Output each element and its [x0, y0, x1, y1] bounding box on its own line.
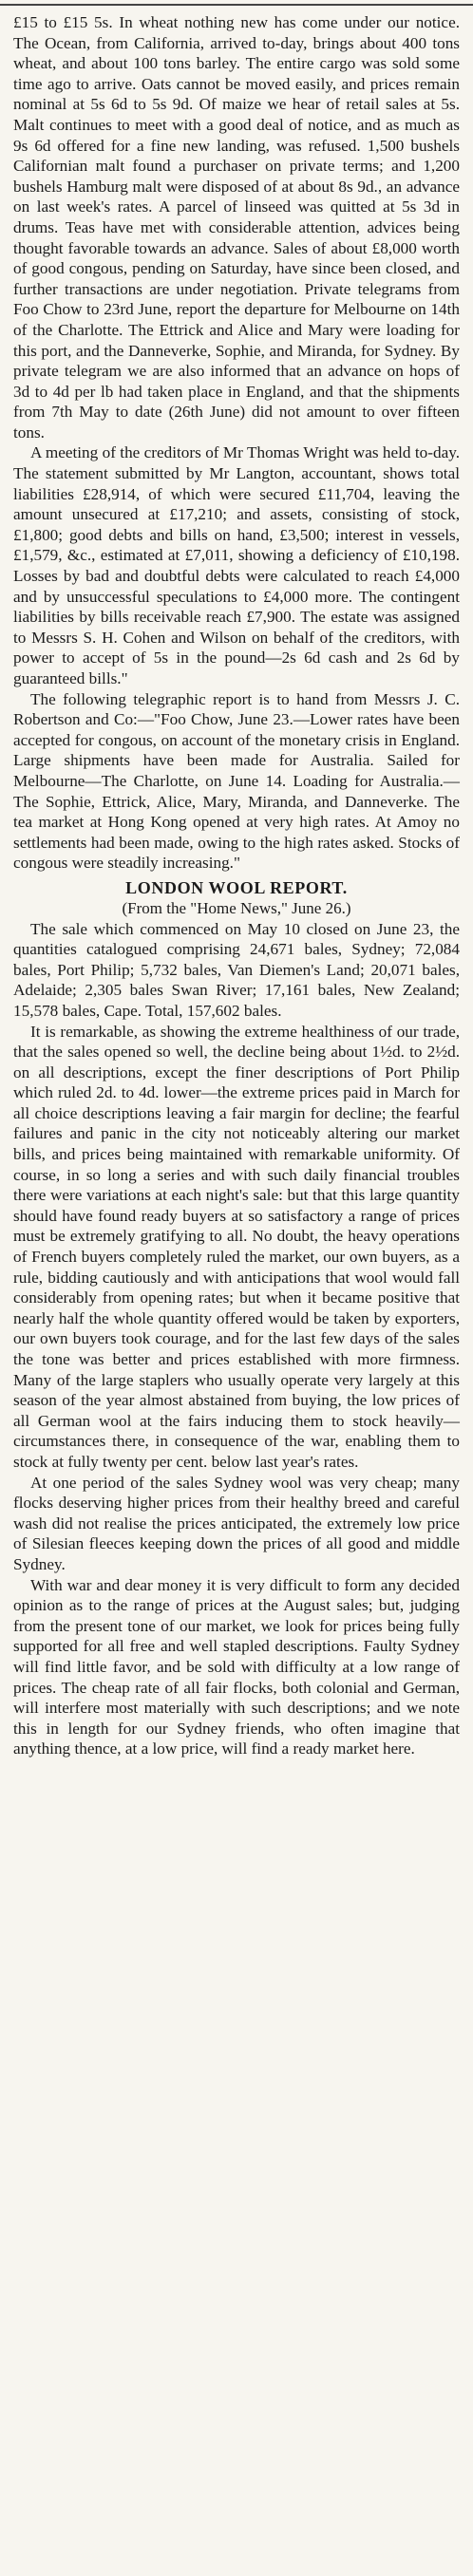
wool-report-heading: LONDON WOOL REPORT.	[125, 877, 348, 897]
commercial-paragraph: £15 to £15 5s. In wheat nothing new has come under our notice. The Ocean, from California, arrived to-day, brings about 400 tons wheat, and about 100 tons barley. The entire cargo was sold some time ago to arrive. Oats cannot be moved easily, and prices remain nominal at 5s 6d to 5s 9d. Of maize we hear of retail sales at 5s. Malt continues to meet with a good deal of notice, and as much as 9s 6d offered for a fine new landing, was refused. 1,500 bushels Californian malt found a purchaser on private terms; and 1,200 bushels Hamburg malt were disposed of at about 8s 9d., an advance on last week's rates. A parcel of linseed was quitted at 5s 3d in drums. Teas have met with considerable attention, advices being thought favorable towards an advance. Sales of about £8,000 worth of good congous, pending on Saturday, have since been closed, and further transactions are under negotiation. Private telegrams from Foo Chow to 23rd June, report the departure for Melbourne on 14th of the Charlotte. The Ettrick and Alice and Mary were loading for this port, and the Danneverke, Sophie, and Miranda, for Sydney. By private telegram we are also informed that an advance on hops of 3d to 4d per lb had taken place in England, and that the shipments from 7th May to date (26th June) did not amount to over fifteen tons.	[13, 13, 460, 442]
outlook-paragraph: With war and dear money it is very difficult to form any decided opinion as to the range of prices at the August sales; but, judging from the present tone of our market, we look for prices being fully supported for all free and well stapled descriptions. Faulty Sydney will find little favor, and be sold with difficulty at a low range of prices. The cheap rate of all fair flocks, both colonial and German, will interfere most materially with such descriptions; and we note this in length for our Sydney friends, who often imagine that anything thence, at a low price, will find a ready market here.	[13, 1575, 460, 1758]
market-healthiness-paragraph: It is remarkable, as showing the extreme healthiness of our trade, that the sales opened so well, the decline being about 1½d. to 2½d. on all descriptions, except the finer descriptions of Port Philip which ruled 2d. to 4d. lower—the extreme prices paid in March for all choice descriptions leaving a fair margin for decline; the fearful failures and panic in the city not noticeably altering our market bills, and prices being maintained with remarkable uniformity. Of course, in so long a series and with such daily financial troubles there were variations at each night's sale: but that this large quantity should have found ready buyers at so satisfactory a range of prices must be extremely gratifying to all. No doubt, the heavy operations of French buyers completely ruled the market, our own buyers, as a rule, bidding cautiously and with anticipations that wool would fall considerably from opening rates; but when it became positive that nearly half the whole quantity offered would be taken by exporters, our own buyers took courage, and for the last few days of the sales the tone was better and prices established with more firmness. Many of the large staplers who usually operate very largely at this season of the year almost abstained from buying, the low prices of all German wool at the fairs inducing them to stock heavily—circumstances there, in consequence of the war, enabling them to stock at fully twenty per cent. below last year's rates.	[13, 1022, 460, 1471]
sydney-wool-paragraph: At one period of the sales Sydney wool was very cheap; many flocks deserving higher prices from their healthy breed and careful wash did not realise the prices anticipated, the extremely low price of Silesian fleeces keeping down the prices of all good and middle Sydney.	[13, 1473, 460, 1573]
wool-report-source: (From the "Home News," June 26.)	[122, 898, 351, 917]
creditors-meeting-paragraph: A meeting of the creditors of Mr Thomas Wright was held to-day. The statement submitted by Mr Langton, accountant, shows total liabilities £28,914, of which were secured £11,704, leaving the amount unsecured at £17,210; and assets, consisting of stock, £1,800; good debts and bills on hand, £3,500; interest in vessels, £1,579, &c., estimated at £7,011, showing a deficiency of £10,198. Losses by bad and doubtful debts were calculated to reach £4,000 and by unsuccessful speculations to £4,000 more. The contingent liabilities by bills receivable reach £7,900. The estate was assigned to Messrs S. H. Cohen and Wilson on behalf of the creditors, with power to accept of 5s in the pound—2s 6d cash and 2s 6d by guaranteed bills."	[13, 443, 460, 687]
column-top-rule	[0, 4, 473, 9]
wool-sales-paragraph: The sale which commenced on May 10 closed on June 23, the quantities catalogued comprising 24,671 bales, Sydney; 72,084 bales, Port Philip; 5,732 bales, Van Diemen's Land; 20,071 bales, Adelaide; 2,305 bales Swan River; 17,161 bales, New Zealand; 15,578 bales, Cape. Total, 157,602 bales.	[13, 919, 460, 1020]
telegraphic-report-paragraph: The following telegraphic report is to hand from Messrs J. C. Robertson and Co:—"Foo Chow, June 23.—Lower rates have been accepted for congous, on account of the monetary crisis in England. Large shipments have been made for Australia. Sailed for Melbourne—The Charlotte, on June 14. Loading for Australia.—The Sophie, Ettrick, Alice, Mary, Miranda, and Danneverke. The tea market at Hong Kong opened at very high rates. At Amoy no settlements had been made, owing to the high rates asked. Stocks of congous were steadily increasing."	[13, 689, 460, 873]
